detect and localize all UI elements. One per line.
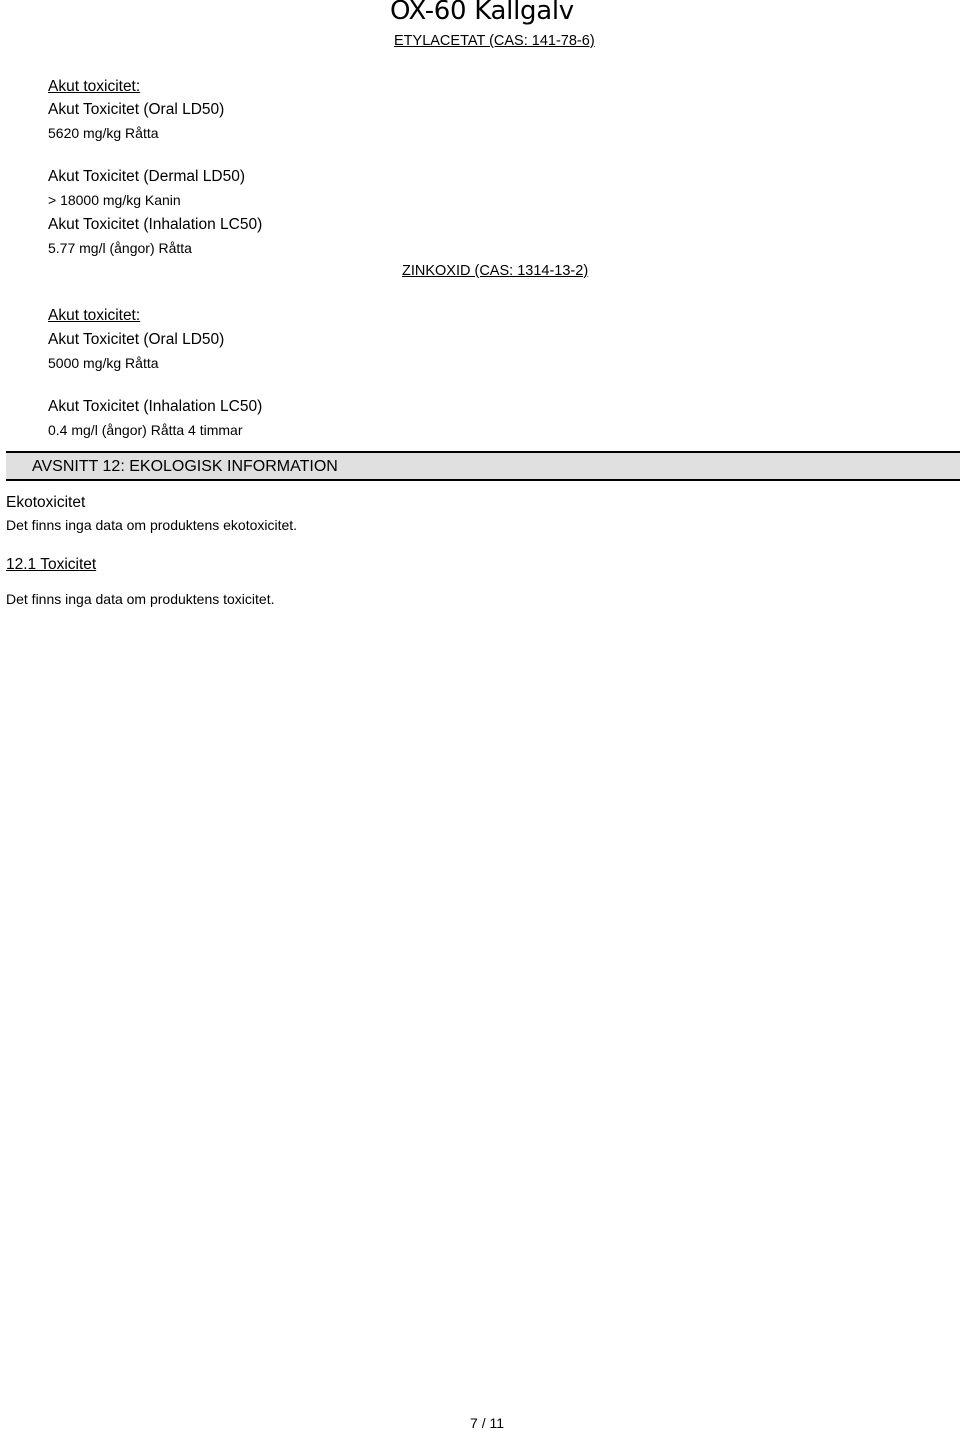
toxicity-value: 0.4 mg/l (ångor) Råtta 4 timmar xyxy=(48,422,243,438)
ecotoxicity-text: Det finns inga data om produktens ekotoxicitet. xyxy=(6,517,298,533)
subsection-text: Det finns inga data om produktens toxicitet. xyxy=(6,591,275,607)
ecotoxicity-heading: Ekotoxicitet xyxy=(6,494,86,511)
subsection-heading: 12.1 Toxicitet xyxy=(6,556,97,573)
toxicity-value: 5620 mg/kg Råtta xyxy=(48,125,159,141)
toxicity-label: Akut Toxicitet (Inhalation LC50) xyxy=(48,398,263,415)
toxicity-value: 5.77 mg/l (ångor) Råtta xyxy=(48,240,192,256)
toxicity-label: Akut Toxicitet (Inhalation LC50) xyxy=(48,216,263,233)
toxicity-label: Akut Toxicitet (Dermal LD50) xyxy=(48,168,245,185)
toxicity-value: 5000 mg/kg Råtta xyxy=(48,355,159,371)
page-total: 11 xyxy=(489,1415,505,1431)
substance-heading: ETYLACETAT (CAS: 141-78-6) xyxy=(394,33,595,49)
toxicity-label: Akut Toxicitet (Oral LD50) xyxy=(48,101,225,118)
document-title: OX-60 Kallgalv xyxy=(390,0,574,26)
toxicity-label: Akut Toxicitet (Oral LD50) xyxy=(48,331,225,348)
substance-heading: ZINKOXID (CAS: 1314-13-2) xyxy=(402,263,589,279)
section-header-bar xyxy=(6,451,960,481)
acute-toxicity-heading: Akut toxicitet: xyxy=(48,307,141,324)
page-number xyxy=(470,1415,504,1431)
page-separator: / xyxy=(481,1415,486,1431)
acute-toxicity-heading: Akut toxicitet: xyxy=(48,78,141,95)
section-title: AVSNITT 12: EKOLOGISK INFORMATION xyxy=(32,458,338,475)
page-current: 7 xyxy=(470,1415,478,1431)
toxicity-value: > 18000 mg/kg Kanin xyxy=(48,192,181,208)
